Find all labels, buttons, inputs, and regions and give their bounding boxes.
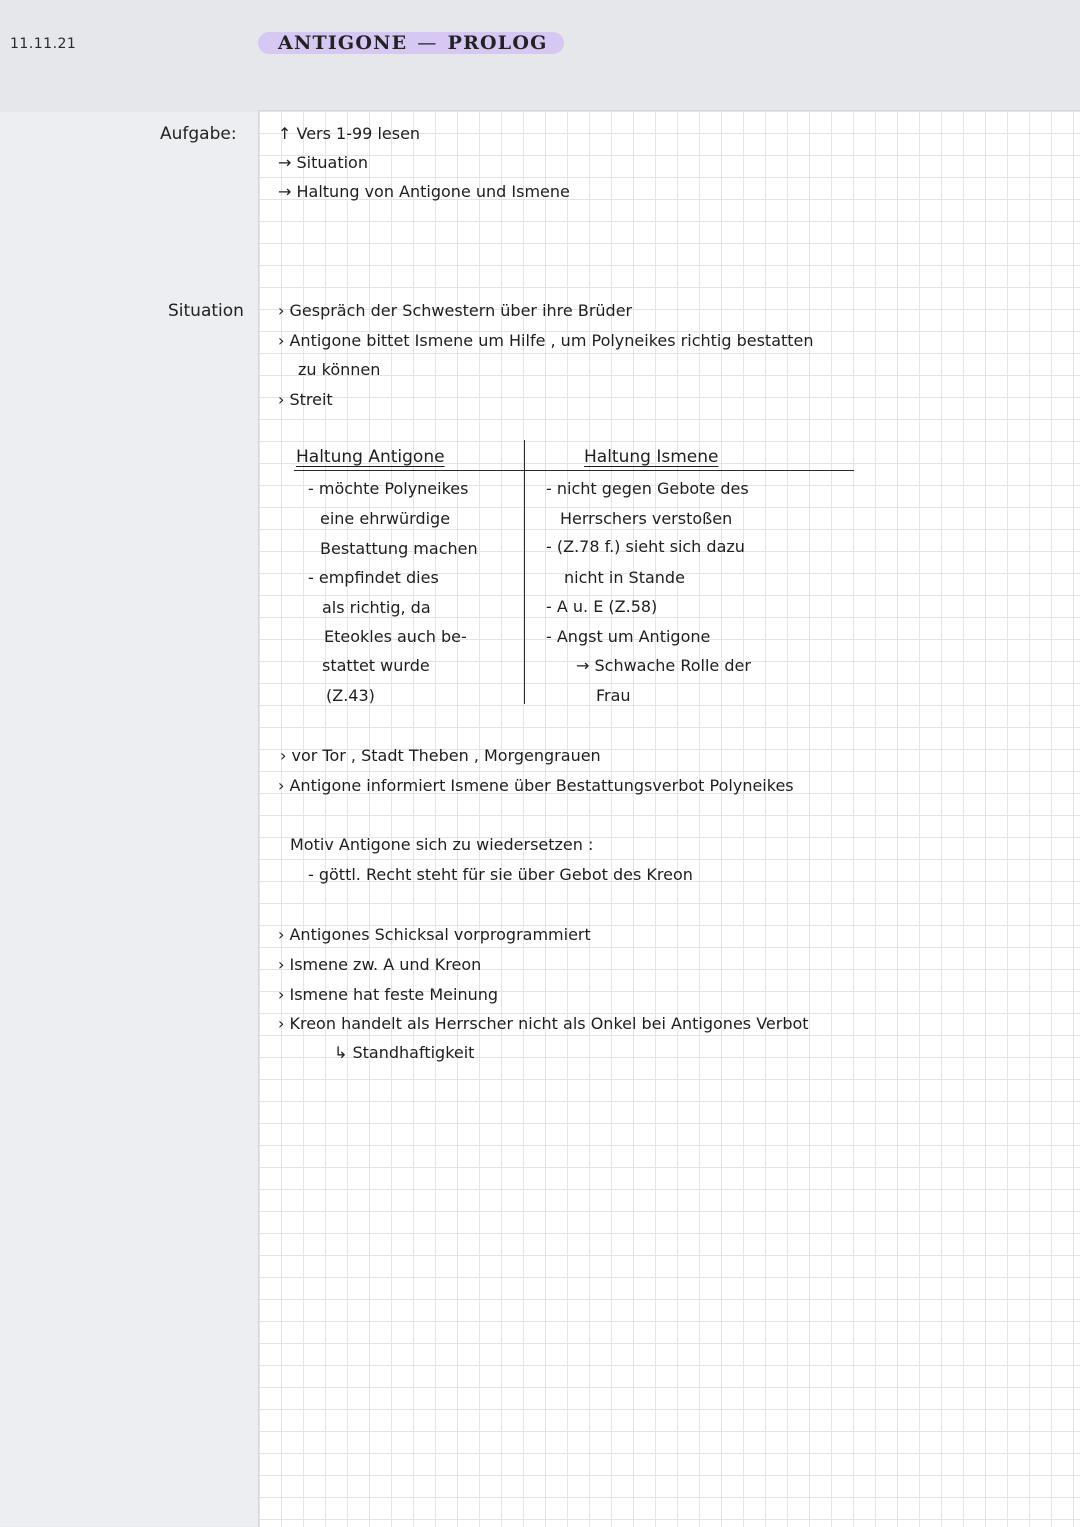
situation-label: Situation [168,301,244,321]
ismene-line: - (Z.78 f.) sieht sich dazu [546,537,745,556]
antigone-line: Eteokles auch be- [324,627,467,646]
ismene-line: - Angst um Antigone [546,627,711,646]
situation-item: › Gespräch der Schwestern über ihre Brüder [278,301,633,320]
motiv-heading: Motiv Antigone sich zu wiedersetzen : [290,835,594,854]
ismene-line: nicht in Stande [564,568,685,587]
situation-item: zu können [298,360,381,379]
note-item: ↳ Standhaftigkeit [334,1043,475,1062]
antigone-line: Bestattung machen [320,539,478,558]
ismene-line: Frau [596,686,631,705]
table-header-ismene: Haltung Ismene [584,447,719,467]
page-title [258,32,564,54]
note-item: › Kreon handelt als Herrscher nicht als Onkel bei Antigones Verbot [278,1014,809,1033]
table-header-antigone: Haltung Antigone [296,447,445,467]
ismene-line: - A u. E (Z.58) [546,597,658,616]
ismene-line: - nicht gegen Gebote des [546,479,749,498]
antigone-line: eine ehrwürdige [320,509,451,528]
antigone-line: (Z.43) [326,686,375,705]
grid-paper-sheet [258,110,1080,1527]
situation-item: › Streit [278,390,333,409]
date-label: 11.11.21 [10,36,77,52]
setting-item: › vor Tor , Stadt Theben , Morgengrauen [280,746,601,765]
situation-item: › Antigone bittet Ismene um Hilfe , um Polyneikes richtig bestatten [278,331,814,350]
margin-column [0,112,258,1526]
aufgabe-label: Aufgabe: [160,124,237,144]
title-prolog: PROLOG [447,32,548,54]
note-item: › Ismene zw. A und Kreon [278,955,482,974]
antigone-line: als richtig, da [322,598,431,617]
header-band [0,0,1080,112]
note-item: › Antigones Schicksal vorprogrammiert [278,925,591,944]
antigone-line: - empfindet dies [308,568,439,587]
ismene-line: → Schwache Rolle der [576,656,751,675]
setting-item: › Antigone informiert Ismene über Bestattungsverbot Polyneikes [278,776,794,795]
table-horizontal-rule [294,470,854,471]
title-antigone: ANTIGONE [278,32,408,54]
title-separator: — [417,32,438,54]
aufgabe-item: → Haltung von Antigone und Ismene [278,182,570,201]
antigone-line: stattet wurde [322,656,430,675]
aufgabe-item: → Situation [278,153,368,172]
motiv-line: - göttl. Recht steht für sie über Gebot des Kreon [308,865,693,884]
antigone-line: - möchte Polyneikes [308,479,469,498]
table-vertical-rule [524,440,525,704]
ismene-line: Herrschers verstoßen [560,509,733,528]
note-item: › Ismene hat feste Meinung [278,985,499,1004]
aufgabe-item: ↑ Vers 1-99 lesen [278,124,421,143]
